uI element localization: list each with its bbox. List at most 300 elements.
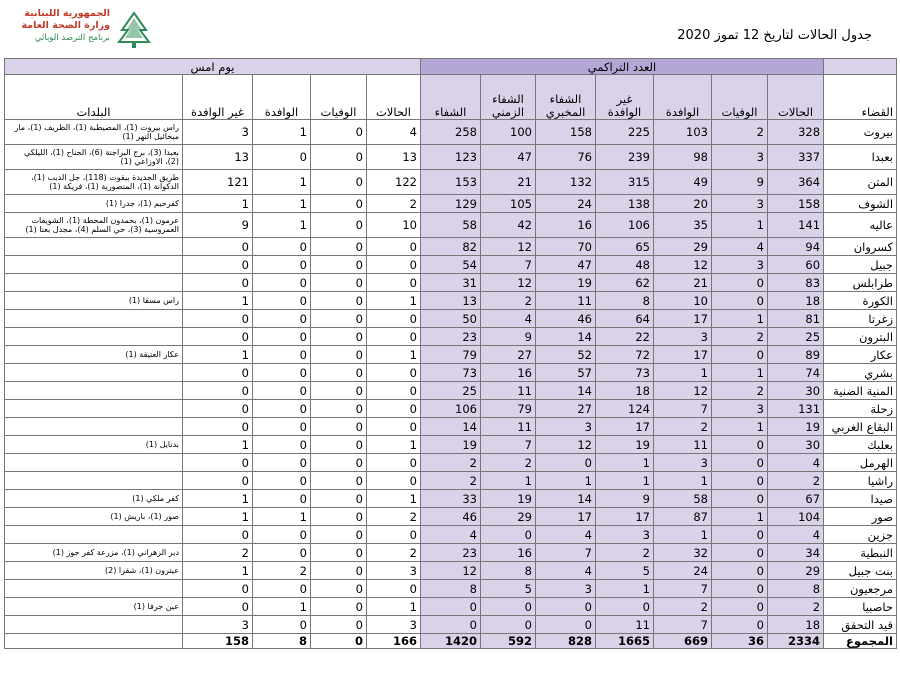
deaths-cell: 4 <box>712 238 768 256</box>
y-non-imported-cell: 0 <box>183 598 253 616</box>
non-imported-cell: 48 <box>596 256 654 274</box>
qada-cell: البقاع الغربي <box>824 418 897 436</box>
y-non-imported-cell: 121 <box>183 170 253 195</box>
y-non-imported-cell: 13 <box>183 145 253 170</box>
towns-cell: راس بيروت (1)، المصيطبة (1)، الظريف (1)، مار ميخائيل النهر (1) <box>5 120 183 145</box>
y-imported-cell: 2 <box>253 562 311 580</box>
y-non-imported-cell: 0 <box>183 400 253 418</box>
y-non-imported-cell: 2 <box>183 544 253 562</box>
cases-cell: 8 <box>768 580 824 598</box>
recovered-cell: 4 <box>421 526 481 544</box>
recovered-time-cell: 0 <box>481 616 536 634</box>
recovered-cell: 123 <box>421 145 481 170</box>
y-imported-cell: 1 <box>253 120 311 145</box>
recovered-time-cell: 11 <box>481 382 536 400</box>
y-deaths-cell: 0 <box>311 508 367 526</box>
non-imported-cell: 11 <box>596 616 654 634</box>
recovered-cell: 19 <box>421 436 481 454</box>
qada-cell: النبطية <box>824 544 897 562</box>
y-non-imported-cell: 0 <box>183 274 253 292</box>
y-deaths-cell: 0 <box>311 418 367 436</box>
non-imported-cell: 1665 <box>596 634 654 649</box>
towns-header: البلدات <box>5 75 183 120</box>
recovered-cell: 12 <box>421 562 481 580</box>
towns-cell: عرمون (1)، بحمدون المحطة (1)، الشويفات العمروسية (3)، حي السلم (4)، مجدل بعنا (1) <box>5 213 183 238</box>
non-imported-cell: 1 <box>596 454 654 472</box>
cases-cell: 4 <box>768 526 824 544</box>
deaths-cell: 0 <box>712 472 768 490</box>
y-cases-cell: 13 <box>367 145 421 170</box>
imported-cell: 7 <box>654 580 712 598</box>
recovered-lab-cell: 57 <box>536 364 596 382</box>
non-imported-cell: 72 <box>596 346 654 364</box>
recovered-cell: 129 <box>421 195 481 213</box>
recovered-lab-cell: 27 <box>536 400 596 418</box>
recovered-cell: 46 <box>421 508 481 526</box>
non-imported-cell: 106 <box>596 213 654 238</box>
y-non-imported-cell: 0 <box>183 580 253 598</box>
imported-cell: 58 <box>654 490 712 508</box>
recovered-time-cell: 47 <box>481 145 536 170</box>
y-deaths-cell: 0 <box>311 526 367 544</box>
table-row <box>5 616 897 634</box>
y-imported-cell: 0 <box>253 364 311 382</box>
y-cases-cell: 4 <box>367 120 421 145</box>
recovered-cell: 31 <box>421 274 481 292</box>
recovered-cell: 73 <box>421 364 481 382</box>
qada-cell: المتن <box>824 170 897 195</box>
cases-cell: 29 <box>768 562 824 580</box>
recovered-cell: 106 <box>421 400 481 418</box>
y-cases-cell: 0 <box>367 364 421 382</box>
qada-cell: صيدا <box>824 490 897 508</box>
recovered-time-cell: 29 <box>481 508 536 526</box>
logo-line-1: الجمهورية اللبنانية <box>24 8 110 19</box>
recovered-cell: 2 <box>421 472 481 490</box>
recovered-lab-cell: 46 <box>536 310 596 328</box>
y-non-imported-cell: 1 <box>183 562 253 580</box>
table-row <box>5 490 897 508</box>
imported-header: الوافدة <box>654 75 712 120</box>
non-imported-cell: 1 <box>596 580 654 598</box>
y-deaths-cell: 0 <box>311 364 367 382</box>
imported-cell: 11 <box>654 436 712 454</box>
non-imported-cell: 0 <box>596 598 654 616</box>
non-imported-cell: 1 <box>596 472 654 490</box>
recovered-lab-cell: 76 <box>536 145 596 170</box>
recovered-cell: 13 <box>421 292 481 310</box>
imported-cell: 12 <box>654 256 712 274</box>
column-header-row <box>5 75 897 120</box>
deaths-cell: 0 <box>712 616 768 634</box>
towns-cell: عكار العتيقة (1) <box>5 346 183 364</box>
qada-cell: جبيل <box>824 256 897 274</box>
non-imported-cell: 8 <box>596 292 654 310</box>
imported-cell: 103 <box>654 120 712 145</box>
non-imported-cell: 9 <box>596 490 654 508</box>
imported-cell: 3 <box>654 454 712 472</box>
table-row <box>5 213 897 238</box>
qada-cell: بنت جبيل <box>824 562 897 580</box>
recovered-lab-cell: 0 <box>536 454 596 472</box>
y-cases-cell: 0 <box>367 274 421 292</box>
qada-cell: بعبدا <box>824 145 897 170</box>
y-cases-cell: 0 <box>367 328 421 346</box>
y-imported-cell: 0 <box>253 616 311 634</box>
y-non-imported-cell: 1 <box>183 508 253 526</box>
table-row <box>5 598 897 616</box>
qada-cell: الكورة <box>824 292 897 310</box>
y-deaths-cell: 0 <box>311 274 367 292</box>
recovered-cell: 23 <box>421 544 481 562</box>
towns-cell <box>5 634 183 649</box>
cases-cell: 158 <box>768 195 824 213</box>
table-row <box>5 274 897 292</box>
qada-spacer-header <box>824 59 897 75</box>
y-imported-cell: 0 <box>253 400 311 418</box>
table-row <box>5 400 897 418</box>
table-row <box>5 526 897 544</box>
y-deaths-cell: 0 <box>311 634 367 649</box>
y-non-imported-header: غير الوافدة <box>183 75 253 120</box>
deaths-cell: 0 <box>712 454 768 472</box>
y-cases-cell: 0 <box>367 400 421 418</box>
imported-cell: 21 <box>654 274 712 292</box>
deaths-cell: 3 <box>712 145 768 170</box>
y-imported-cell: 0 <box>253 436 311 454</box>
qada-cell: المجموع <box>824 634 897 649</box>
y-imported-cell: 1 <box>253 213 311 238</box>
deaths-cell: 1 <box>712 418 768 436</box>
recovered-time-cell: 42 <box>481 213 536 238</box>
qada-cell: جزين <box>824 526 897 544</box>
qada-cell: الهرمل <box>824 454 897 472</box>
recovered-cell: 54 <box>421 256 481 274</box>
non-imported-cell: 73 <box>596 364 654 382</box>
y-imported-cell: 1 <box>253 598 311 616</box>
y-cases-cell: 3 <box>367 616 421 634</box>
cases-cell: 34 <box>768 544 824 562</box>
cases-cell: 18 <box>768 292 824 310</box>
towns-cell <box>5 274 183 292</box>
y-cases-cell: 0 <box>367 580 421 598</box>
cases-cell: 337 <box>768 145 824 170</box>
y-imported-cell: 0 <box>253 418 311 436</box>
y-imported-cell: 8 <box>253 634 311 649</box>
table-row <box>5 328 897 346</box>
recovered-lab-cell: 19 <box>536 274 596 292</box>
imported-cell: 1 <box>654 526 712 544</box>
y-cases-cell: 166 <box>367 634 421 649</box>
cases-cell: 89 <box>768 346 824 364</box>
y-imported-cell: 0 <box>253 490 311 508</box>
table-row <box>5 562 897 580</box>
qada-cell: حاصبيا <box>824 598 897 616</box>
recovered-time-cell: 5 <box>481 580 536 598</box>
cases-cell: 30 <box>768 382 824 400</box>
recovered-time-cell: 7 <box>481 436 536 454</box>
table-row <box>5 170 897 195</box>
non-imported-cell: 2 <box>596 544 654 562</box>
recovered-cell: 33 <box>421 490 481 508</box>
y-imported-cell: 0 <box>253 346 311 364</box>
table-row <box>5 454 897 472</box>
y-cases-cell: 2 <box>367 544 421 562</box>
y-non-imported-cell: 9 <box>183 213 253 238</box>
cases-cell: 2 <box>768 472 824 490</box>
y-cases-cell: 0 <box>367 472 421 490</box>
towns-cell <box>5 454 183 472</box>
recovered-time-cell: 7 <box>481 256 536 274</box>
recovered-lab-cell: 7 <box>536 544 596 562</box>
imported-cell: 669 <box>654 634 712 649</box>
y-deaths-cell: 0 <box>311 598 367 616</box>
table-row <box>5 310 897 328</box>
y-non-imported-cell: 0 <box>183 364 253 382</box>
towns-cell <box>5 616 183 634</box>
y-imported-header: الوافدة <box>253 75 311 120</box>
recovered-lab-cell: 158 <box>536 120 596 145</box>
cases-cell: 25 <box>768 328 824 346</box>
y-non-imported-cell: 1 <box>183 346 253 364</box>
imported-cell: 35 <box>654 213 712 238</box>
imported-cell: 1 <box>654 472 712 490</box>
y-non-imported-cell: 1 <box>183 292 253 310</box>
deaths-cell: 0 <box>712 346 768 364</box>
y-non-imported-cell: 0 <box>183 418 253 436</box>
cases-cell: 83 <box>768 274 824 292</box>
deaths-cell: 0 <box>712 436 768 454</box>
non-imported-cell: 17 <box>596 508 654 526</box>
y-cases-cell: 0 <box>367 454 421 472</box>
recovered-lab-cell: 12 <box>536 436 596 454</box>
recovered-time-cell: 16 <box>481 364 536 382</box>
imported-cell: 10 <box>654 292 712 310</box>
recovered-lab-cell: 17 <box>536 508 596 526</box>
recovered-time-cell: 0 <box>481 526 536 544</box>
non-imported-cell: 239 <box>596 145 654 170</box>
qada-cell: الشوف <box>824 195 897 213</box>
towns-cell: طريق الجديدة بيقوت (118)، جل الديب (1)، الدكوانة (1)، المنصورية (1)، فريكة (1) <box>5 170 183 195</box>
non-imported-cell: 124 <box>596 400 654 418</box>
y-deaths-cell: 0 <box>311 400 367 418</box>
recovered-lab-cell: 47 <box>536 256 596 274</box>
recovered-cell: 58 <box>421 213 481 238</box>
y-imported-cell: 0 <box>253 145 311 170</box>
y-non-imported-cell: 3 <box>183 120 253 145</box>
imported-cell: 49 <box>654 170 712 195</box>
imported-cell: 2 <box>654 418 712 436</box>
qada-header: القضاء <box>824 75 897 120</box>
y-deaths-cell: 0 <box>311 436 367 454</box>
qada-cell: عاليه <box>824 213 897 238</box>
towns-cell: عين جرفا (1) <box>5 598 183 616</box>
cases-cell: 18 <box>768 616 824 634</box>
recovered-lab-header: الشفاء المخبري <box>536 75 596 120</box>
y-deaths-cell: 0 <box>311 472 367 490</box>
table-row <box>5 292 897 310</box>
y-non-imported-cell: 0 <box>183 256 253 274</box>
non-imported-cell: 62 <box>596 274 654 292</box>
logo-line-2: وزارة الصحة العامة <box>21 20 110 31</box>
qada-cell: بعلبك <box>824 436 897 454</box>
ministry-logo <box>10 8 150 52</box>
y-imported-cell: 1 <box>253 195 311 213</box>
table-row <box>5 418 897 436</box>
deaths-cell: 1 <box>712 364 768 382</box>
imported-cell: 98 <box>654 145 712 170</box>
qada-cell: بشري <box>824 364 897 382</box>
imported-cell: 29 <box>654 238 712 256</box>
non-imported-cell: 64 <box>596 310 654 328</box>
towns-cell: كفرحيم (1)، جدرا (1) <box>5 195 183 213</box>
imported-cell: 32 <box>654 544 712 562</box>
y-cases-cell: 0 <box>367 418 421 436</box>
recovered-time-cell: 19 <box>481 490 536 508</box>
recovered-cell: 1420 <box>421 634 481 649</box>
towns-cell <box>5 472 183 490</box>
y-imported-cell: 0 <box>253 580 311 598</box>
recovered-lab-cell: 14 <box>536 328 596 346</box>
recovered-time-cell: 21 <box>481 170 536 195</box>
deaths-cell: 0 <box>712 598 768 616</box>
y-deaths-cell: 0 <box>311 145 367 170</box>
deaths-cell: 0 <box>712 490 768 508</box>
y-non-imported-cell: 1 <box>183 490 253 508</box>
non-imported-cell: 17 <box>596 418 654 436</box>
table-row <box>5 346 897 364</box>
deaths-cell: 3 <box>712 195 768 213</box>
y-imported-cell: 0 <box>253 382 311 400</box>
non-imported-cell: 22 <box>596 328 654 346</box>
y-deaths-cell: 0 <box>311 120 367 145</box>
table-row <box>5 580 897 598</box>
deaths-cell: 36 <box>712 634 768 649</box>
y-imported-cell: 0 <box>253 454 311 472</box>
imported-cell: 87 <box>654 508 712 526</box>
recovered-time-cell: 8 <box>481 562 536 580</box>
y-imported-cell: 0 <box>253 310 311 328</box>
y-non-imported-cell: 3 <box>183 616 253 634</box>
imported-cell: 20 <box>654 195 712 213</box>
recovered-time-cell: 12 <box>481 274 536 292</box>
table-row <box>5 544 897 562</box>
cases-cell: 4 <box>768 454 824 472</box>
qada-cell: مرجعيون <box>824 580 897 598</box>
qada-cell: زحلة <box>824 400 897 418</box>
non-imported-cell: 5 <box>596 562 654 580</box>
y-cases-cell: 2 <box>367 195 421 213</box>
y-cases-cell: 2 <box>367 508 421 526</box>
cases-cell: 131 <box>768 400 824 418</box>
recovered-lab-cell: 132 <box>536 170 596 195</box>
qada-cell: زغرتا <box>824 310 897 328</box>
y-cases-cell: 122 <box>367 170 421 195</box>
y-imported-cell: 1 <box>253 170 311 195</box>
qada-cell: راشيا <box>824 472 897 490</box>
towns-cell <box>5 364 183 382</box>
cases-cell: 141 <box>768 213 824 238</box>
recovered-cell: 0 <box>421 616 481 634</box>
imported-cell: 17 <box>654 346 712 364</box>
deaths-cell: 0 <box>712 292 768 310</box>
recovered-time-cell: 9 <box>481 328 536 346</box>
towns-cell: بعبدا (3)، برج البراجنة (6)، الجناح (1)، الليلكي (2)، الاوزاعي (1) <box>5 145 183 170</box>
qada-cell: كسروان <box>824 238 897 256</box>
y-deaths-cell: 0 <box>311 382 367 400</box>
deaths-cell: 9 <box>712 170 768 195</box>
non-imported-cell: 18 <box>596 382 654 400</box>
y-non-imported-cell: 0 <box>183 382 253 400</box>
group-header-row <box>5 59 897 75</box>
recovered-cell: 23 <box>421 328 481 346</box>
non-imported-cell: 315 <box>596 170 654 195</box>
towns-cell <box>5 400 183 418</box>
qada-cell: طرابلس <box>824 274 897 292</box>
y-deaths-cell: 0 <box>311 256 367 274</box>
cases-cell: 19 <box>768 418 824 436</box>
yesterday-group-header: يوم امس <box>5 59 421 75</box>
recovered-cell: 79 <box>421 346 481 364</box>
table-row <box>5 145 897 170</box>
y-deaths-cell: 0 <box>311 328 367 346</box>
y-imported-cell: 0 <box>253 328 311 346</box>
towns-cell <box>5 256 183 274</box>
imported-cell: 3 <box>654 328 712 346</box>
imported-cell: 7 <box>654 616 712 634</box>
cases-cell: 2 <box>768 598 824 616</box>
recovered-cell: 2 <box>421 454 481 472</box>
cases-cell: 60 <box>768 256 824 274</box>
y-cases-cell: 0 <box>367 238 421 256</box>
recovered-cell: 82 <box>421 238 481 256</box>
qada-cell: بيروت <box>824 120 897 145</box>
recovered-lab-cell: 828 <box>536 634 596 649</box>
cases-cell: 81 <box>768 310 824 328</box>
towns-cell <box>5 418 183 436</box>
recovered-lab-cell: 0 <box>536 598 596 616</box>
recovered-cell: 8 <box>421 580 481 598</box>
recovered-lab-cell: 52 <box>536 346 596 364</box>
y-non-imported-cell: 158 <box>183 634 253 649</box>
towns-cell <box>5 580 183 598</box>
recovered-lab-cell: 11 <box>536 292 596 310</box>
y-non-imported-cell: 0 <box>183 526 253 544</box>
towns-cell <box>5 526 183 544</box>
cases-cell: 30 <box>768 436 824 454</box>
y-deaths-cell: 0 <box>311 195 367 213</box>
y-deaths-cell: 0 <box>311 310 367 328</box>
logo-line-3: برنامج الترصد الوبائي <box>34 33 110 43</box>
recovered-lab-cell: 70 <box>536 238 596 256</box>
recovered-time-cell: 592 <box>481 634 536 649</box>
deaths-cell: 2 <box>712 328 768 346</box>
cases-cell: 74 <box>768 364 824 382</box>
recovered-cell: 25 <box>421 382 481 400</box>
y-non-imported-cell: 0 <box>183 310 253 328</box>
imported-cell: 2 <box>654 598 712 616</box>
table-row <box>5 436 897 454</box>
recovered-time-cell: 1 <box>481 472 536 490</box>
y-deaths-cell: 0 <box>311 346 367 364</box>
y-imported-cell: 0 <box>253 472 311 490</box>
y-deaths-cell: 0 <box>311 213 367 238</box>
y-cases-cell: 1 <box>367 436 421 454</box>
cases-cell: 94 <box>768 238 824 256</box>
deaths-cell: 1 <box>712 213 768 238</box>
y-cases-cell: 10 <box>367 213 421 238</box>
cases-cell: 2334 <box>768 634 824 649</box>
